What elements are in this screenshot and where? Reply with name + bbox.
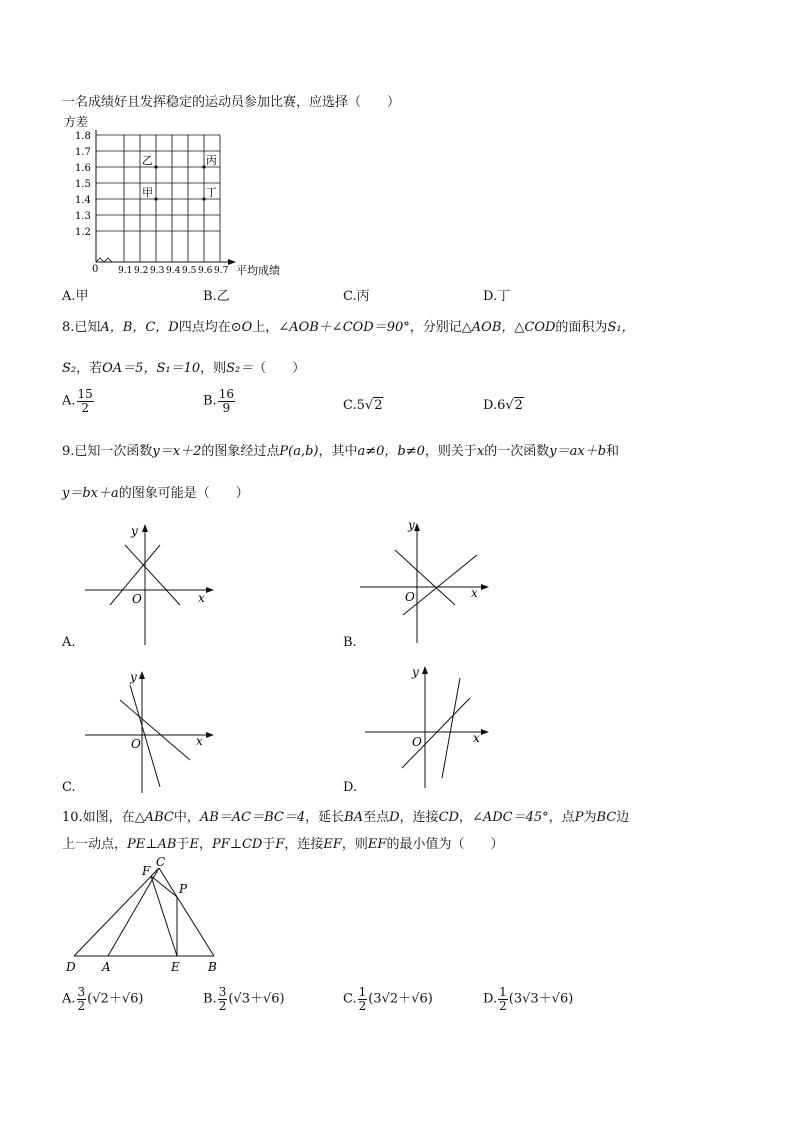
svg-text:B: B bbox=[208, 960, 217, 974]
y-tick-label: 1.5 bbox=[75, 179, 91, 190]
q9-option-b[interactable]: B. bbox=[343, 635, 357, 650]
svg-text:O: O bbox=[132, 592, 142, 606]
q9-graph-d[interactable] bbox=[360, 660, 510, 790]
data-point-label: 丙 bbox=[206, 154, 217, 167]
q8-option-b[interactable]: B. $\frac{16}{9}$ bbox=[203, 387, 234, 415]
svg-text:x: x bbox=[473, 731, 480, 745]
svg-text:x: x bbox=[471, 586, 478, 600]
q8-option-c[interactable]: C.5√2 bbox=[343, 398, 383, 413]
data-point-label: 乙 bbox=[142, 154, 153, 167]
q8-option-a[interactable]: A. $\frac{15}{2}$ bbox=[62, 387, 93, 415]
x-tick-label: 9.2 bbox=[134, 266, 149, 276]
x-tick-label: 9.4 bbox=[166, 266, 181, 276]
q8-line-2: S₂，若OA＝5，S₁＝10，则S₂＝（ ） bbox=[62, 361, 306, 376]
x-tick-label: 9.3 bbox=[150, 266, 165, 276]
q10-triangle-figure bbox=[62, 855, 232, 975]
data-point-label: 丁 bbox=[206, 186, 217, 199]
axis-break bbox=[96, 258, 124, 262]
y-tick-label: 1.6 bbox=[75, 163, 91, 174]
q7-variance-chart bbox=[62, 112, 302, 282]
x-axis-arrow bbox=[228, 259, 236, 265]
svg-text:C: C bbox=[156, 855, 166, 869]
svg-text:x: x bbox=[198, 591, 205, 605]
y-tick-label: 1.7 bbox=[75, 147, 91, 158]
q9-graph-a[interactable] bbox=[80, 520, 230, 650]
q9-line-1: 9.已知一次函数y＝x＋2的图象经过点P(a,b)，其中a≠0，b≠0，则关于x的一次函数y＝ax＋b和 bbox=[62, 444, 620, 459]
data-point-甲 bbox=[154, 197, 157, 200]
data-point-乙 bbox=[154, 165, 157, 168]
svg-text:O: O bbox=[412, 735, 422, 749]
y-tick-label: 1.4 bbox=[75, 195, 91, 206]
x-tick-label: 9.6 bbox=[198, 266, 213, 276]
x-tick-label: 9.5 bbox=[182, 266, 197, 276]
q7-option-b[interactable]: B.乙 bbox=[203, 289, 230, 304]
q7-option-c[interactable]: C.丙 bbox=[343, 289, 370, 304]
q10-option-b[interactable]: B. $\frac{3}{2}$ (√3＋√6) bbox=[203, 985, 285, 1013]
y-tick-label: 1.8 bbox=[75, 131, 91, 142]
y-tick-label: 1.2 bbox=[75, 227, 91, 238]
chart-origin-label: 0 bbox=[92, 264, 99, 275]
q8-option-d[interactable]: D.6√2 bbox=[483, 398, 523, 413]
chart-xlabel: 平均成绩 bbox=[236, 264, 280, 277]
svg-text:P: P bbox=[179, 882, 188, 896]
q9-option-d[interactable]: D. bbox=[343, 780, 358, 795]
svg-text:O: O bbox=[131, 737, 141, 751]
svg-text:y: y bbox=[131, 524, 138, 538]
q10-option-a[interactable]: A. $\frac{3}{2}$ (√2＋√6) bbox=[62, 985, 144, 1013]
chart-ticks bbox=[75, 131, 229, 276]
q10-line-1: 10.如图，在△ABC中，AB＝AC＝BC＝4，延长BA至点D，连接CD，∠ADC＝45°，点P为BC边 bbox=[62, 810, 630, 825]
svg-text:D: D bbox=[66, 960, 76, 974]
chart-points bbox=[142, 154, 217, 201]
svg-text:F: F bbox=[142, 864, 151, 878]
q7-stem: 一名成绩好且发挥稳定的运动员参加比赛，应选择（ ） bbox=[62, 95, 401, 110]
chart-grid bbox=[96, 135, 220, 262]
x-tick-label: 9.1 bbox=[118, 266, 133, 276]
data-point-label: 甲 bbox=[142, 186, 153, 199]
q7-option-d[interactable]: D.丁 bbox=[483, 289, 511, 304]
svg-text:x: x bbox=[196, 734, 203, 748]
q9-line-2: y＝bx＋a的图象可能是（ ） bbox=[62, 486, 249, 501]
q10-option-c[interactable]: C. $\frac{1}{2}$ (3√2＋√6) bbox=[343, 985, 433, 1013]
q10-option-d[interactable]: D. $\frac{1}{2}$ (3√3＋√6) bbox=[483, 985, 574, 1013]
svg-text:A: A bbox=[102, 960, 111, 974]
q10-line-2: 上一动点，PE⊥AB于E，PF⊥CD于F，连接EF，则EF的最小值为（ ） bbox=[62, 837, 504, 852]
svg-text:E: E bbox=[171, 960, 180, 974]
q9-graph-c[interactable] bbox=[80, 665, 230, 795]
y-tick-label: 1.3 bbox=[75, 211, 91, 222]
q8-line-1: 8.已知A，B，C，D四点均在⊙O上，∠AOB＋∠COD＝90°，分别记△AOB，△COD的面积为S₁， bbox=[62, 320, 635, 335]
svg-text:y: y bbox=[130, 670, 137, 684]
q9-option-a[interactable]: A. bbox=[62, 635, 76, 650]
svg-text:O: O bbox=[405, 590, 415, 604]
svg-text:y: y bbox=[412, 665, 419, 679]
chart-ylabel: 方差 bbox=[64, 115, 89, 129]
q7-option-a[interactable]: A.甲 bbox=[62, 289, 89, 304]
q9-option-c[interactable]: C. bbox=[62, 780, 76, 795]
x-tick-label: 9.7 bbox=[214, 266, 229, 276]
q9-graph-b[interactable] bbox=[355, 515, 505, 645]
svg-text:y: y bbox=[408, 518, 415, 532]
